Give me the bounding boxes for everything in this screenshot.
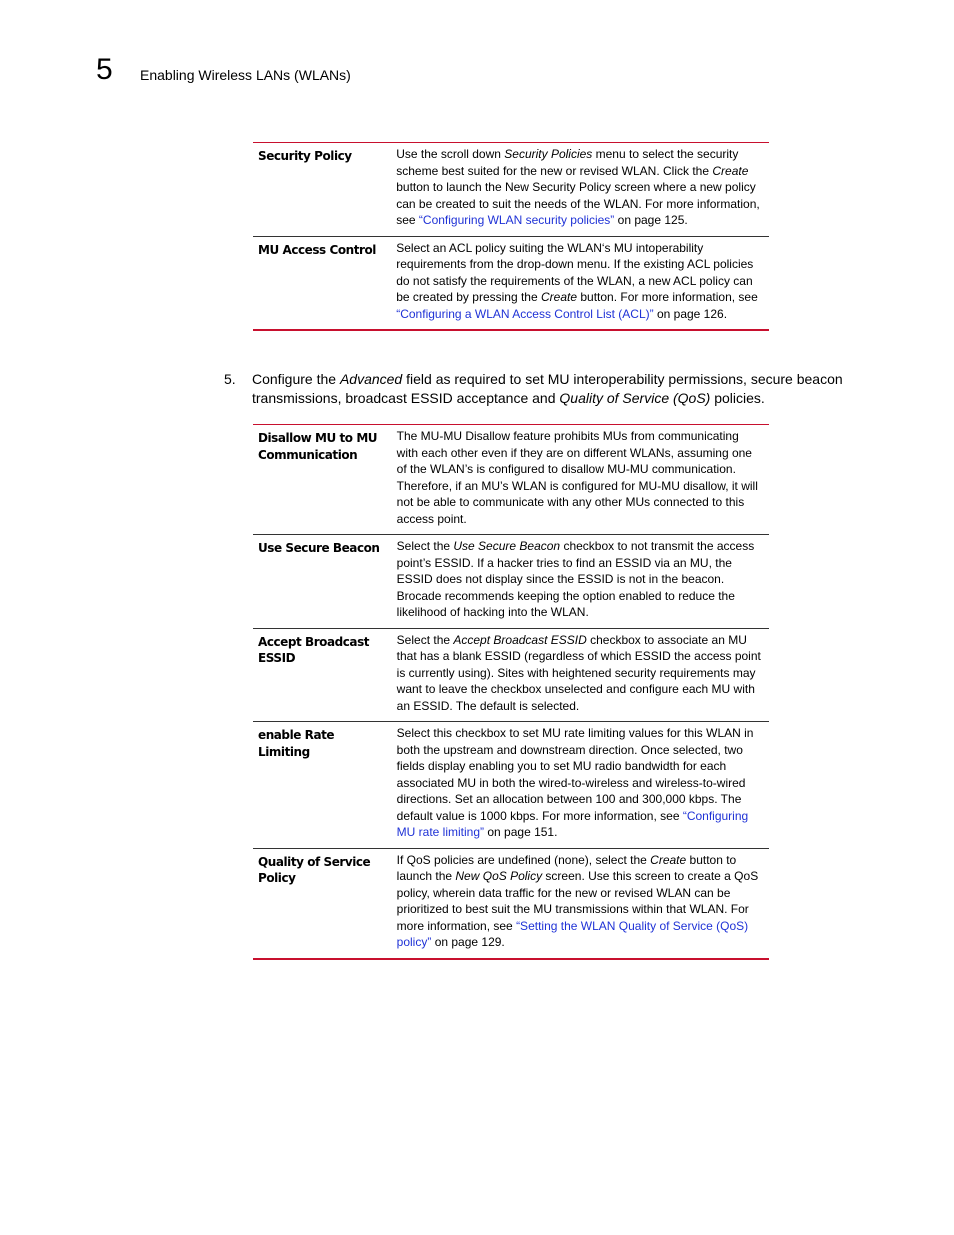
cross-reference-link[interactable]: “Setting the WLAN Quality of Service (QoS) policy” [396, 918, 749, 949]
step-5-paragraph [224, 370, 844, 407]
advanced-settings-table [253, 424, 769, 960]
text-run: If QoS policies are undefined (none), select the [396, 852, 651, 867]
text-run: button to launch the New Security Policy screen where a new policy can be created to suit the needs of the WLAN. For more information, see [396, 180, 760, 227]
text-run: Use the scroll down [396, 147, 505, 161]
description-cell [387, 236, 769, 330]
term-cell: Disallow MU to MU Communication [258, 431, 378, 462]
text-run: screen. Use this screen to create a QoS policy, wherein data traffic for the new or revised WLAN can be prioritized to best suit the MU transmissions within that WLAN. For more information, see [396, 869, 759, 933]
chapter-number: 5 [96, 53, 113, 86]
text-run: button to launch the [396, 852, 737, 883]
text-run: checkbox to not transmit the access point’s ESSID. If a hacker tries to find an ESSID via an MU, the ESSID does not display since the ESSID is not in the beacon. Brocade recommends keeping the option enabled to reduce the likelihood of hacking into the WLAN. [396, 539, 755, 619]
emphasis-text: Create [712, 163, 749, 178]
term-cell: MU Access Control [253, 236, 387, 330]
text-run: on page 126. [653, 306, 728, 321]
text-run: checkbox to associate an MU that has a blank ESSID (regardless of which ESSID the access point is currently using). Sites with heightened security requirements may want to leave the checkbox unselected and configure each MU with an ESSID. The default is selected. [396, 632, 761, 713]
description-cell [388, 722, 769, 849]
term-cell: enable Rate Limiting [253, 722, 388, 849]
description-cell [388, 425, 769, 535]
text-run: Select the [396, 632, 454, 647]
table-row [253, 722, 769, 849]
text-run: button. For more information, see [577, 290, 758, 304]
text-run: menu to select the security scheme best suited for the new or revised WLAN. Click the [396, 147, 739, 178]
description-cell [388, 535, 769, 629]
chapter-title: Enabling Wireless LANs (WLANs) [140, 67, 351, 83]
term-cell: Use Secure Beacon [253, 535, 388, 629]
cross-reference-link[interactable]: “Configuring MU rate limiting” [396, 808, 749, 839]
emphasis-text: Accept Broadcast ESSID [453, 632, 587, 647]
table-row [253, 535, 769, 629]
term-cell: Accept Broadcast ESSID [253, 628, 388, 722]
emphasis-text: Security Policies [504, 147, 593, 161]
description-cell [388, 848, 769, 959]
emphasis-text: Create [650, 852, 687, 867]
text-run: Select the [396, 539, 454, 553]
emphasis-text: Advanced [339, 371, 403, 387]
table-row [253, 848, 769, 959]
text-run: Configure the [252, 371, 340, 387]
emphasis-text: Quality of Service (QoS) [559, 389, 711, 406]
text-run: on page 129. [431, 935, 505, 949]
text-run: on page 125. [614, 213, 688, 227]
table-row [253, 628, 769, 722]
table-row [253, 143, 769, 237]
table-body [253, 425, 769, 959]
table-row [253, 236, 769, 330]
table-row [253, 425, 769, 535]
term-cell: Quality of Service Policy [253, 848, 388, 959]
table-body [253, 143, 769, 331]
cross-reference-link[interactable]: “Configuring WLAN security policies” [418, 213, 615, 227]
description-cell [388, 628, 769, 722]
emphasis-text: Create [540, 290, 578, 304]
step-number: 5. [224, 371, 236, 387]
emphasis-text: Use Secure Beacon [453, 539, 561, 553]
text-run: Select an ACL policy suiting the WLAN‘s MU intoperability requirements from the drop-down menu. If the existing ACL policies do not satisfy the requirements of the WLAN, a new ACL policy can be created by pressing the [396, 240, 754, 304]
text-run: Select this checkbox to set MU rate limiting values for this WLAN in both the upstream and downstream direction. Once selected, two fields display enabling you to set MU radio bandwidth for each associated MU in both the wired-to-wireless and wireless-to-wired directions. Set an allocation between 100 and 300,000 kbps. The default value is 1000 kbps. For more information, see [396, 726, 754, 823]
text-run: field as required to set MU interoperability permissions, secure beacon transmissions, broadcast ESSID acceptance and [252, 371, 843, 406]
security-settings-table [253, 142, 769, 331]
text-run: on page 151. [484, 825, 558, 839]
text-run: The MU-MU Disallow feature prohibits MUs from communicating with each other even if they are on different WLANs, assuming one of the WLAN’s is configured to disallow MU-MU communication. Therefore, if an MU’s WLAN is configured for MU-MU disallow, it will not be able to communicate with any other MUs connected to this access point. [396, 429, 758, 526]
description-cell [387, 143, 769, 237]
text-run: policies. [710, 389, 765, 406]
term-cell: Security Policy [258, 149, 352, 163]
emphasis-text: New QoS Policy [455, 869, 543, 883]
cross-reference-link[interactable]: “Configuring a WLAN Access Control List (ACL)” [396, 306, 654, 321]
step-text [252, 370, 844, 407]
